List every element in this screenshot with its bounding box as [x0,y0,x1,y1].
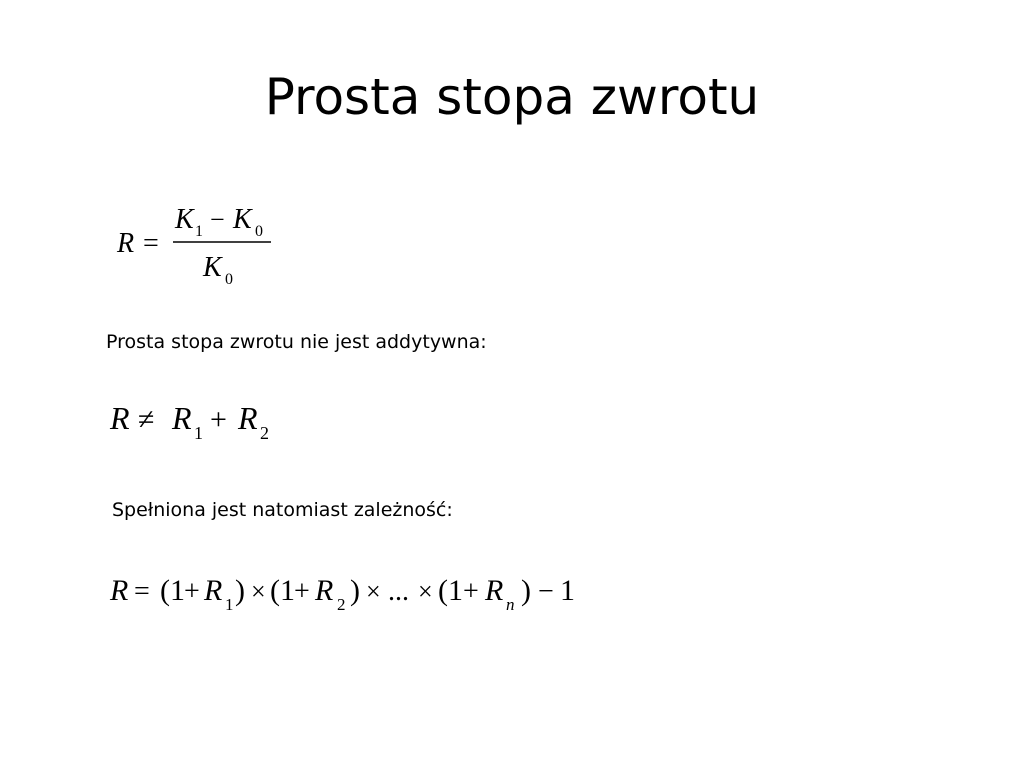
formula-3-rn-sub: n [506,595,515,614]
formula-1-minus: − [210,205,225,234]
formula-3-rn: R [485,574,504,607]
formula-1-num-a: K [175,204,194,235]
formula-3-r2-sub: 2 [337,595,346,614]
formula-3-eq: = [134,576,150,607]
formula-2-r1-sub: 1 [194,423,203,443]
formula-3-times-2: × [366,577,381,606]
formula-1-num-b-sub: 0 [255,223,263,240]
text-not-additive: Prosta stopa zwrotu nie jest addytywna: [106,331,487,353]
formula-3-r1-sub: 1 [225,595,234,614]
formula-3-close-n: ) [521,574,531,607]
text-relationship: Spełniona jest natomiast zależność: [112,499,453,521]
formula-2-neq: ≠ [138,403,155,436]
formula-3-dots: ... [388,576,409,607]
formula-3-open-n: (1 [438,574,463,607]
formula-3-close-1: ) [235,574,245,607]
formula-3-times-1: × [251,577,266,606]
slide-title: Prosta stopa zwrotu [264,68,760,126]
formula-3-one: 1 [560,574,575,607]
formula-2-plus: + [210,403,227,436]
formula-1-den-sub: 0 [225,271,233,288]
formula-1-eq: = [143,228,159,259]
formula-1-den: K [203,252,222,283]
formula-3-plus-2: + [294,576,310,607]
formula-3-plus-n: + [463,576,479,607]
formula-3-minus: − [538,576,554,607]
formula-3-times-3: × [418,577,433,606]
formula-3-lhs: R [110,574,129,607]
formula-3-open-2: (1 [270,574,295,607]
formula-2-r2-sub: 2 [260,423,269,443]
formula-simple-return [115,198,285,298]
formula-3-plus-1: + [184,576,200,607]
formula-2-lhs: R [110,400,130,436]
formula-compound-relation [108,568,588,618]
formula-3-close-2: ) [350,574,360,607]
formula-not-additive [108,397,288,447]
formula-3-r2: R [315,574,334,607]
formula-1-num-b: K [233,204,252,235]
formula-3-r1: R [204,574,223,607]
formula-1-lhs: R [117,228,135,259]
formula-2-r2: R [238,400,258,436]
formula-2-r1: R [172,400,192,436]
formula-3-open-1: (1 [160,574,185,607]
formula-1-num-a-sub: 1 [195,223,203,240]
